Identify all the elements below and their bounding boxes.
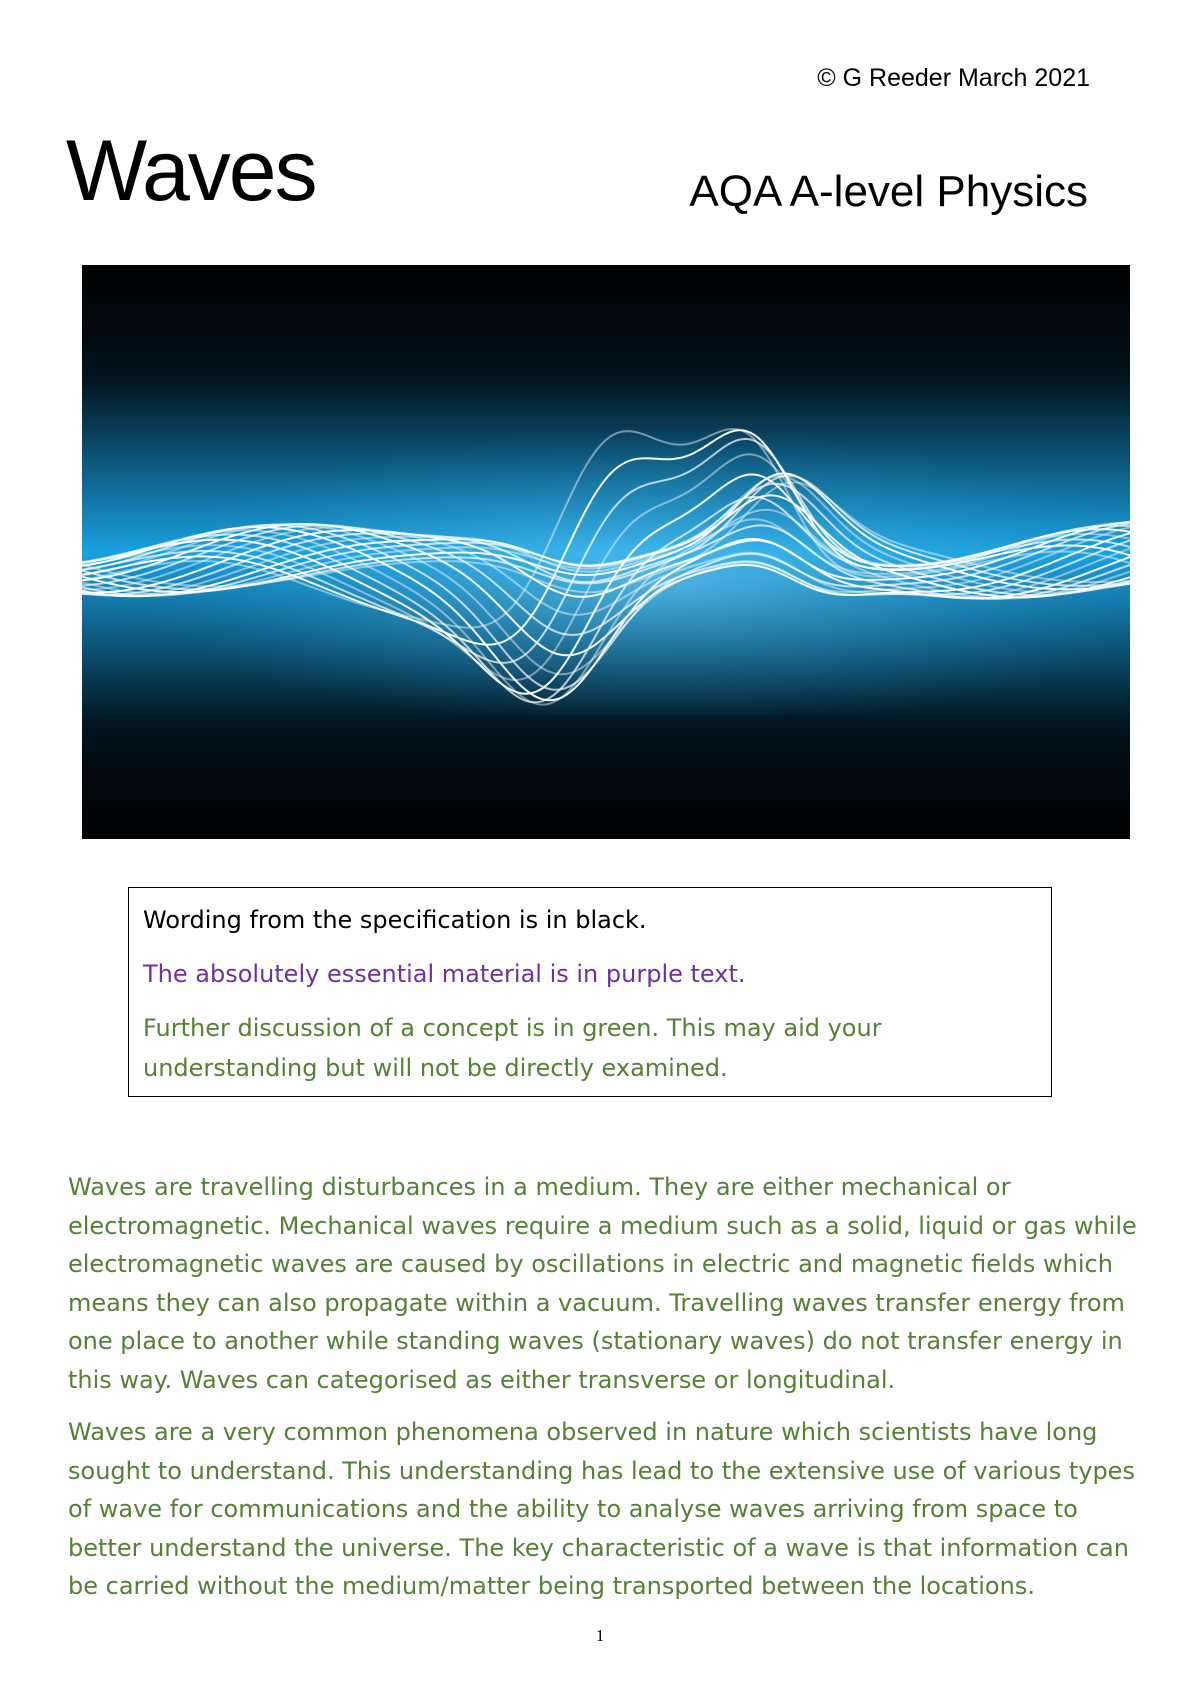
page-number: 1	[595, 1626, 605, 1645]
page-title: Waves	[66, 123, 316, 219]
key-further-text: Further discussion of a concept is in green. This may aid your understanding but will not be directly examined.	[143, 1014, 882, 1082]
wave-interference-illustration	[82, 265, 1130, 839]
intro-paragraph: Waves are a very common phenomena observed in nature which scientists have long sought to understand. This understanding has lead to the extensive use of various types of wave for communications and the ability to analyse waves arriving from space to better understand the universe. The key characteristic of a wave is that information can be carried without the medium/matter being transported between the locations.	[68, 1418, 1135, 1600]
copyright-notice: © G Reeder March 2021	[817, 64, 1090, 92]
intro-paragraph: Waves are travelling disturbances in a medium. They are either mechanical or electromagnetic. Mechanical waves require a medium such as a solid, liquid or gas while electromagnetic waves are caused by oscillations in electric and magnetic fields which means they can also propagate within a vacuum. Travelling waves transfer energy from one place to another while standing waves (stationary waves) do not transfer energy in this way. Waves can categorised as either transverse or longitudinal.	[68, 1173, 1137, 1394]
intro-text	[68, 1168, 1148, 1620]
colour-key-box	[128, 887, 1052, 1097]
course-subtitle: AQA A-level Physics	[689, 167, 1088, 216]
key-essential-text: The absolutely essential material is in purple text.	[143, 960, 746, 988]
key-specification-text: Wording from the specification is in black.	[143, 906, 647, 934]
